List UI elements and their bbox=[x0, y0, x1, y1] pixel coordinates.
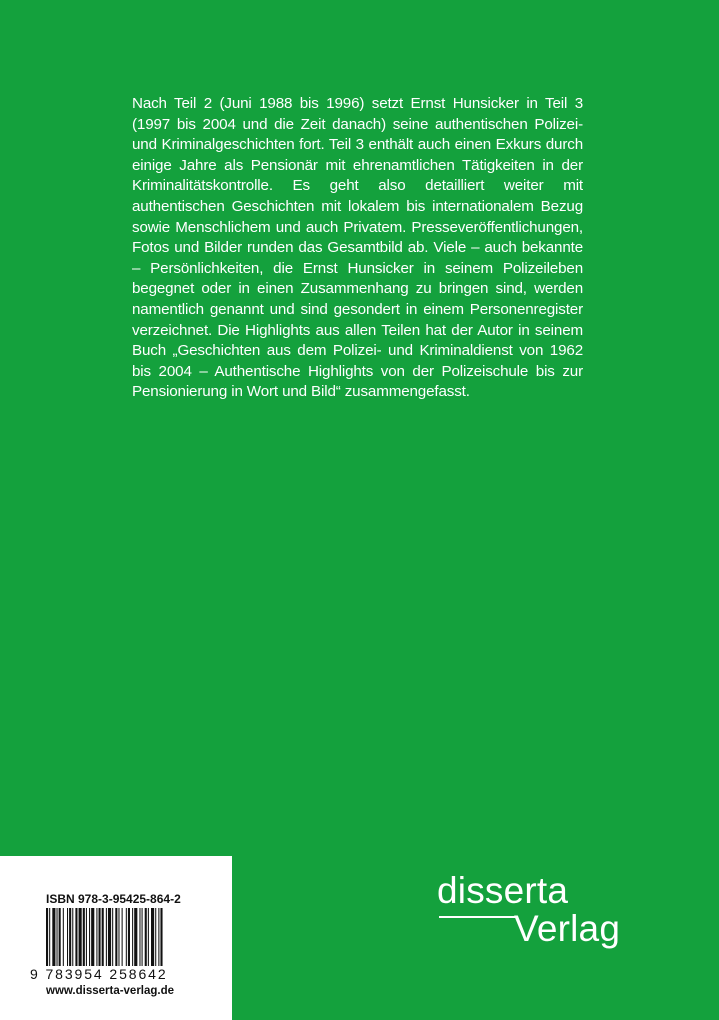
barcode-bar bbox=[139, 908, 140, 966]
back-cover-blurb: Nach Teil 2 (Juni 1988 bis 1996) setzt Ernst Hunsicker in Teil 3 (1997 bis 2004 und die Zeit danach) seine authentischen Polizei- und Kriminalgeschichten fort. Teil 3 enthält auch einen Exkurs durch einige Jahre als Pensionär mit ehrenamtlichen Tätigkeiten in der Kriminalitätskontrolle. Es geht also detailliert weiter mit authentischen Geschichten mit lokalem bis internationalem Bezug sowie Menschlichem und auch Privatem. Presseveröffentlichungen, Fotos und Bilder runden das Gesamtbild ab. Viele – auch bekannte – Persönlichkeiten, die Ernst Hunsicker in seinem Polizeileben begegnet oder in einen Zusammenhang zu bringen sind, werden namentlich genannt und sind gesondert in einem Personenregister verzeichnet. Die Highlights aus allen Teilen hat der Autor in seinem Buch „Geschichten aus dem Polizei- und Kriminaldienst von 1962 bis 2004 – Authentische Highlights von der Polizeischule bis zur Pensionierung in Wort und Bild“ zusammengefasst. bbox=[132, 95, 583, 401]
barcode-bar bbox=[155, 908, 156, 966]
barcode-bar bbox=[83, 908, 85, 966]
barcode-bar bbox=[79, 908, 82, 966]
logo-word-verlag: Verlag bbox=[514, 908, 621, 949]
barcode-bar bbox=[132, 908, 133, 966]
barcode-bar bbox=[122, 908, 123, 966]
barcode-bar bbox=[112, 908, 113, 966]
barcode-bar bbox=[91, 908, 94, 966]
barcode-bar bbox=[86, 908, 87, 966]
publisher-logo bbox=[437, 870, 637, 960]
barcode-bar bbox=[96, 908, 97, 966]
barcode-bar bbox=[145, 908, 147, 966]
barcode-bar bbox=[75, 908, 77, 966]
barcode-bar bbox=[118, 908, 119, 966]
logo-underline bbox=[439, 916, 516, 918]
logo-word-disserta: disserta bbox=[437, 870, 569, 911]
barcode-bar bbox=[52, 908, 55, 966]
barcode-bar bbox=[72, 908, 73, 966]
barcode-bar bbox=[151, 908, 154, 966]
barcode-bar bbox=[142, 908, 143, 966]
barcode-bar bbox=[59, 908, 61, 966]
barcode-bar bbox=[108, 908, 111, 966]
barcode-bar bbox=[69, 908, 71, 966]
isbn-label: ISBN 978-3-95425-864-2 bbox=[46, 892, 181, 906]
barcode-bar bbox=[67, 908, 68, 966]
barcode-bar bbox=[89, 908, 90, 966]
barcode-bar bbox=[126, 908, 127, 966]
barcode-digits: 9 783954 258642 bbox=[30, 966, 168, 982]
barcode-bar bbox=[158, 908, 159, 966]
barcode-bar bbox=[63, 908, 64, 966]
barcode-bar bbox=[99, 908, 101, 966]
barcode-bar bbox=[115, 908, 117, 966]
barcode-bar bbox=[102, 908, 104, 966]
publisher-website: www.disserta-verlag.de bbox=[46, 985, 175, 997]
barcode-bar bbox=[128, 908, 130, 966]
barcode-bar bbox=[148, 908, 149, 966]
barcode-bar bbox=[134, 908, 137, 966]
barcode-bar bbox=[57, 908, 58, 966]
